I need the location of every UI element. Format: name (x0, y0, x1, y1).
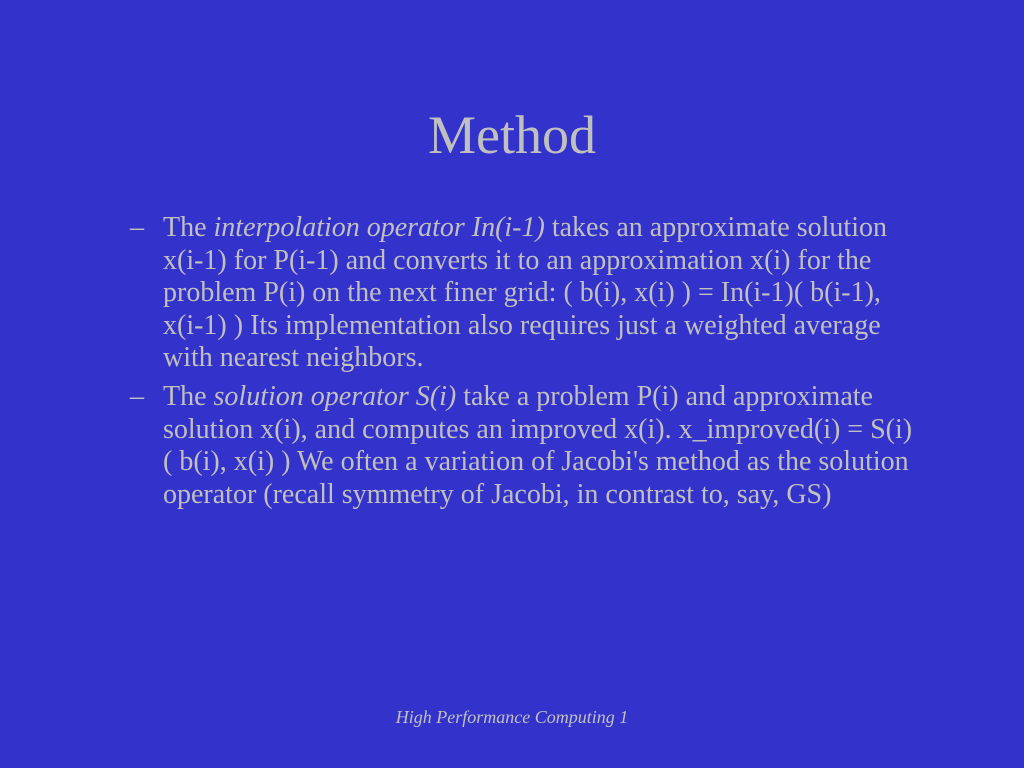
bullet-item-interpolation (130, 212, 920, 375)
bullet-item-solution (130, 381, 920, 511)
bullet-text: takes an approximate solution x(i-1) for P(i-1) and converts it to an approximation x(i) for the problem P(i) on the next finer grid: ( b(i), x(i) ) = In(i-1)( b(i-1), x(i-1) ) Its implementation also requires just a weighted average with nearest neighbors. (163, 212, 887, 374)
bullet-emphasis: interpolation operator In(i-1) (213, 212, 545, 243)
bullet-prefix: The (163, 212, 214, 243)
bullet-dash: – (130, 380, 144, 412)
slide-title: Method (428, 105, 596, 165)
bullet-prefix: The (163, 380, 214, 412)
bullet-dash: – (130, 212, 144, 243)
bullet-text: take a problem P(i) and approximate solution x(i), and computes an improved x(i). x_improved(i) = S(i)( b(i), x(i) ) We often a variation of Jacobi's method as the solution operator (recall symmetry of Jacobi, in contrast to, say, GS) (163, 380, 913, 510)
bullet-list (130, 212, 920, 517)
slide-footer: High Performance Computing 1 (395, 707, 629, 727)
bullet-emphasis: solution operator S(i) (213, 380, 457, 412)
